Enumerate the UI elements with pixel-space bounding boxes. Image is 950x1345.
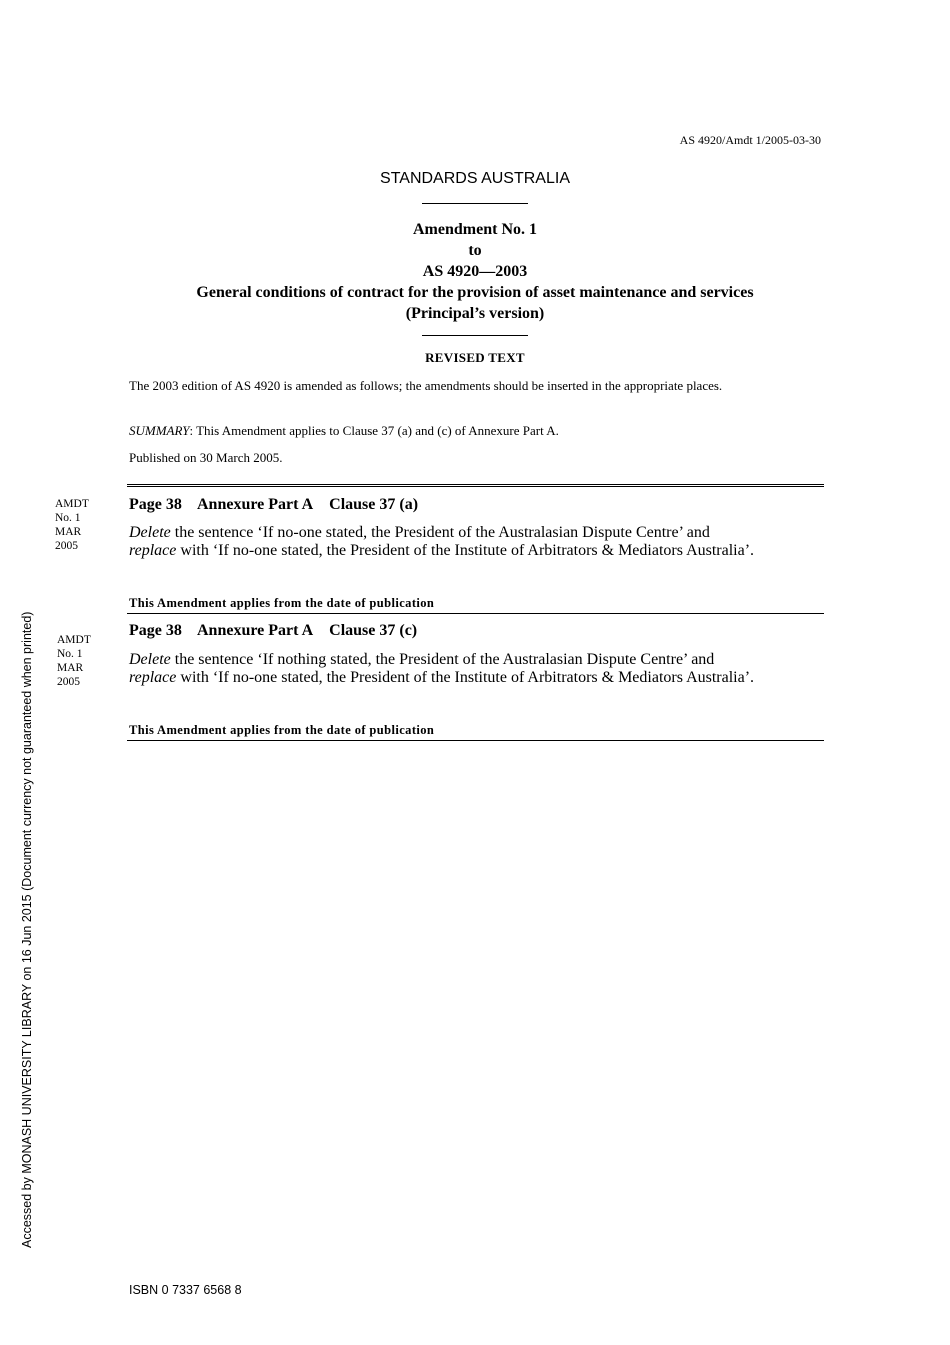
replace-instruction <box>129 669 822 687</box>
delete-text: the sentence ‘If nothing stated, the President of the Australasian Dispute Centre’ and <box>170 651 715 668</box>
section-divider-bottom <box>127 740 824 741</box>
access-watermark: Accessed by MONASH UNIVERSITY LIBRARY on 16 Jun 2015 (Document currency not guaranteed when printed) <box>20 611 34 1248</box>
amendment-tag-line: MAR <box>57 662 84 674</box>
title-line-to: to <box>468 242 482 259</box>
amendment-tag <box>55 497 89 553</box>
section-divider <box>127 613 824 614</box>
edition-note: The 2003 edition of AS 4920 is amended as follows; the amendments should be inserted in the appropriate places. <box>129 378 723 393</box>
amendment-tag-line: 2005 <box>55 540 78 552</box>
amendment-instruction <box>129 651 822 686</box>
amendment-tag-line: AMDT <box>55 498 89 510</box>
amendment-applies-note: This Amendment applies from the date of publication <box>129 723 435 737</box>
title-divider-bottom <box>422 335 528 336</box>
replace-instruction <box>129 542 822 560</box>
amendment-part: Annexure Part A <box>197 496 314 513</box>
title-line-subject: General conditions of contract for the provision of asset maintenance and services <box>196 284 754 301</box>
amendment-tag-line: 2005 <box>57 676 80 688</box>
amendment-page: Page 38 <box>129 496 182 513</box>
amendment-tag <box>57 633 91 689</box>
published-date: Published on 30 March 2005. <box>129 450 283 465</box>
delete-text: the sentence ‘If no-one stated, the President of the Australasian Dispute Centre’ and <box>170 524 710 541</box>
document-reference: AS 4920/Amdt 1/2005-03-30 <box>679 133 821 147</box>
delete-word: Delete <box>129 524 171 541</box>
amendment-heading <box>129 622 429 640</box>
delete-instruction <box>129 651 822 669</box>
amendment-heading <box>129 496 430 514</box>
title-line-version: (Principal’s version) <box>405 305 545 322</box>
amendment-tag-line: No. 1 <box>55 512 81 524</box>
revised-text-label: REVISED TEXT <box>425 350 525 365</box>
document-title <box>0 219 950 324</box>
amendment-clause: Clause 37 (c) <box>329 622 418 639</box>
amendment-tag-line: MAR <box>55 526 82 538</box>
amendment-clause: Clause 37 (a) <box>329 496 419 513</box>
amendment-instruction <box>129 524 822 559</box>
isbn: ISBN 0 7337 6568 8 <box>129 1283 242 1297</box>
summary-label: SUMMARY <box>129 423 190 438</box>
summary-paragraph <box>129 422 822 439</box>
organization-name: STANDARDS AUSTRALIA <box>380 170 570 187</box>
amendment-page: Page 38 <box>129 622 182 639</box>
replace-text: with ‘If no-one stated, the President of the Institute of Arbitrators & Mediators Australia’. <box>176 541 755 559</box>
amendment-applies-note: This Amendment applies from the date of publication <box>129 596 435 610</box>
title-divider-top <box>422 203 528 204</box>
replace-word: replace <box>129 541 177 559</box>
replace-text: with ‘If no-one stated, the President of the Institute of Arbitrators & Mediators Australia’. <box>176 668 755 686</box>
summary-text: : This Amendment applies to Clause 37 (a) and (c) of Annexure Part A. <box>189 423 559 438</box>
delete-word: Delete <box>129 651 171 668</box>
amendment-tag-line: No. 1 <box>57 648 83 660</box>
section-divider-top <box>127 484 824 487</box>
delete-instruction <box>129 524 822 542</box>
amendment-part: Annexure Part A <box>197 622 314 639</box>
replace-word: replace <box>129 668 177 686</box>
title-line-standard: AS 4920—2003 <box>422 263 528 280</box>
title-line-amendment: Amendment No. 1 <box>413 221 537 238</box>
amendment-tag-line: AMDT <box>57 634 91 646</box>
